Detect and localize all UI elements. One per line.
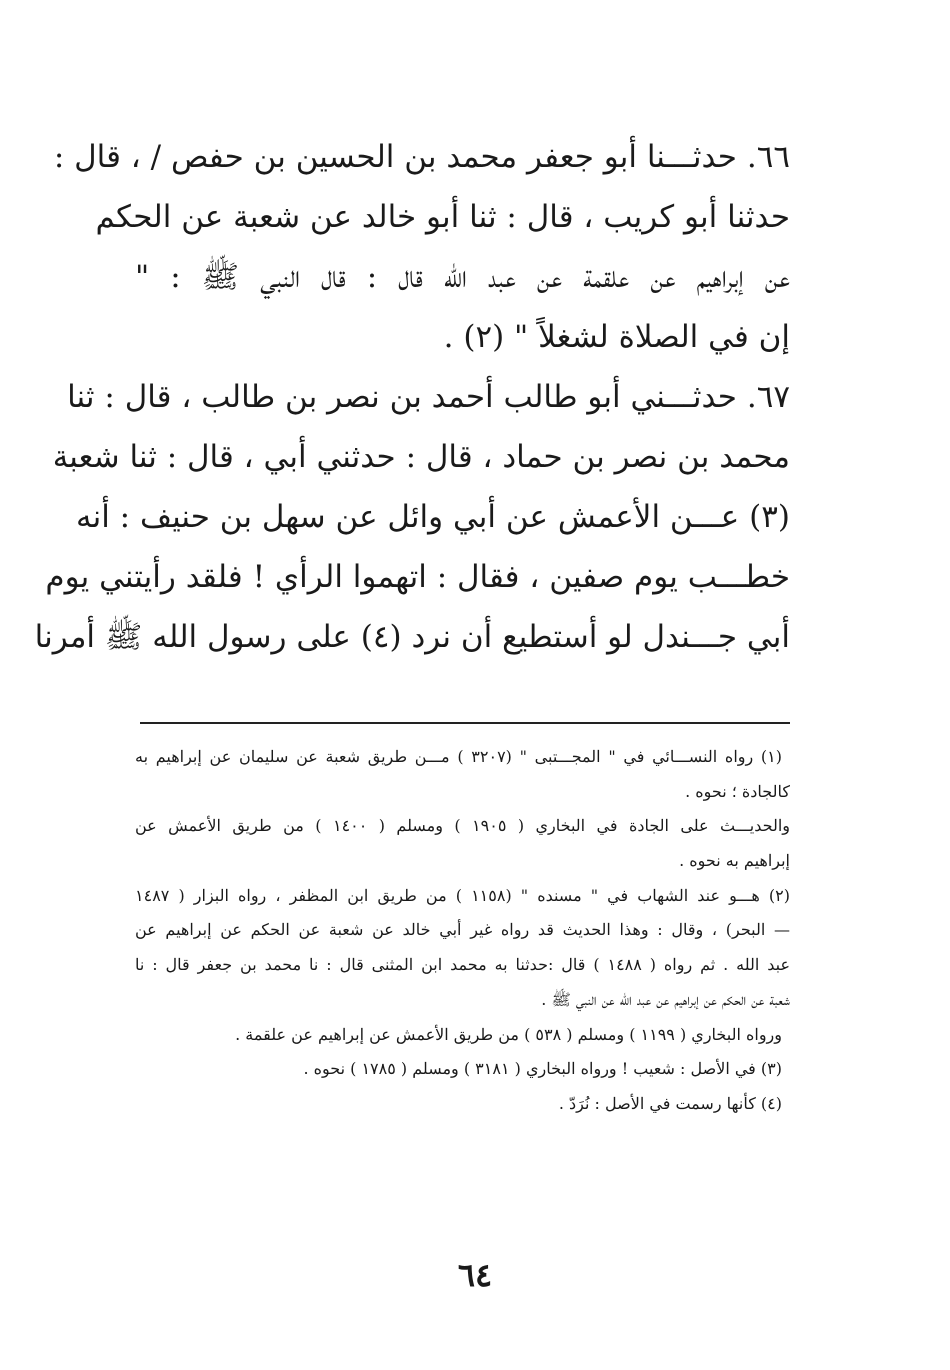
main-text: [34, 127, 790, 667]
footnote-1-line-3: والحديـــث على الجادة في البخاري ( ١٩٠٥ ) ومسلم ( ١٤٠٠ ) من طريق الأعمش عن: [135, 816, 791, 836]
footnote-4: (٤) كأنها رسمت في الأصل : نُرَدّ .: [558, 1093, 782, 1113]
hadith-66-line-2: حدثنا أبو كريب ، قال : ثنا أبو خالد عن شعبة عن الحكم: [95, 199, 790, 235]
footnote-1-line-2: كالجادة ؛ نحوه .: [685, 781, 790, 801]
footnote-2-line-3: عبد الله . ثم رواه ( ١٤٨٨ ) قال :حدثنا به محمد ابن المثنى قال : نا محمد بن جعفر قال : نا: [135, 955, 791, 975]
page-number: ٦٤: [457, 1256, 493, 1294]
footnotes: [135, 740, 790, 1122]
hadith-67-line-2: محمد بن نصر بن حماد ، قال : حدثني أبي ، قال : ثنا شعبة: [52, 439, 790, 475]
hadith-66-line-3: عن إبراهيم عن علقمة عن عبد الله قال : قال النبي ﷺ : ": [135, 259, 790, 295]
footnote-2-line-4: شعبة عن الحكم عن إبراهيم عن عبد الله عن النبي ﷺ .: [541, 989, 790, 1009]
hadith-67-line-1: ٦٧. حدثـــني أبو طالب أحمد بن نصر بن طالب ، قال : ثنا: [67, 379, 790, 415]
hadith-67-line-3: (٣) عـــن الأعمش عن أبي وائل عن سهل بن حنيف : أنه: [75, 499, 790, 535]
footnote-2-line-2: — البحر) ، وقال : وهذا الحديث قد رواه غير أبي خالد عن شعبة عن الحكم عن إبراهيم عن: [135, 920, 790, 940]
hadith-66-line-4: إن في الصلاة لشغلاً " (٢) .: [443, 319, 790, 355]
hadith-67-line-4: خطـــب يوم صفين ، فقال : اتهموا الرأي ! فلقد رأيتني يوم: [45, 559, 790, 595]
footnote-2-line-1: (٢) هـــو عند الشهاب في " مسنده " (١١٥٨ ) من طريق ابن المظفر ، رواه البزار ( ١٤٨٧: [135, 885, 790, 905]
footnote-1-line-1: (١) رواه النســـائي في " المجـــتبى " (٣٢٠٧ ) مـــن طريق شعبة عن سليمان عن إبراهيم به: [135, 747, 783, 766]
footnote-divider: [140, 722, 790, 724]
hadith-66-line-1: ٦٦. حدثـــنا أبو جعفر محمد بن الحسين بن حفص / ، قال :: [53, 139, 790, 175]
footnote-3: (٣) في الأصل : شعيب ! ورواه البخاري ( ٣١٨١ ) ومسلم ( ١٧٨٥ ) نحوه .: [303, 1059, 782, 1079]
footnote-2-line-5: ورواه البخاري ( ١١٩٩ ) ومسلم ( ٥٣٨ ) من طريق الأعمش عن إبراهيم عن علقمة .: [235, 1024, 782, 1044]
footnote-1-line-4: إبراهيم به نحوه .: [679, 851, 790, 871]
hadith-67-line-5: أبي جـــندل لو أستطيع أن نرد (٤) على رسول الله ﷺ أمرنا: [34, 619, 790, 655]
